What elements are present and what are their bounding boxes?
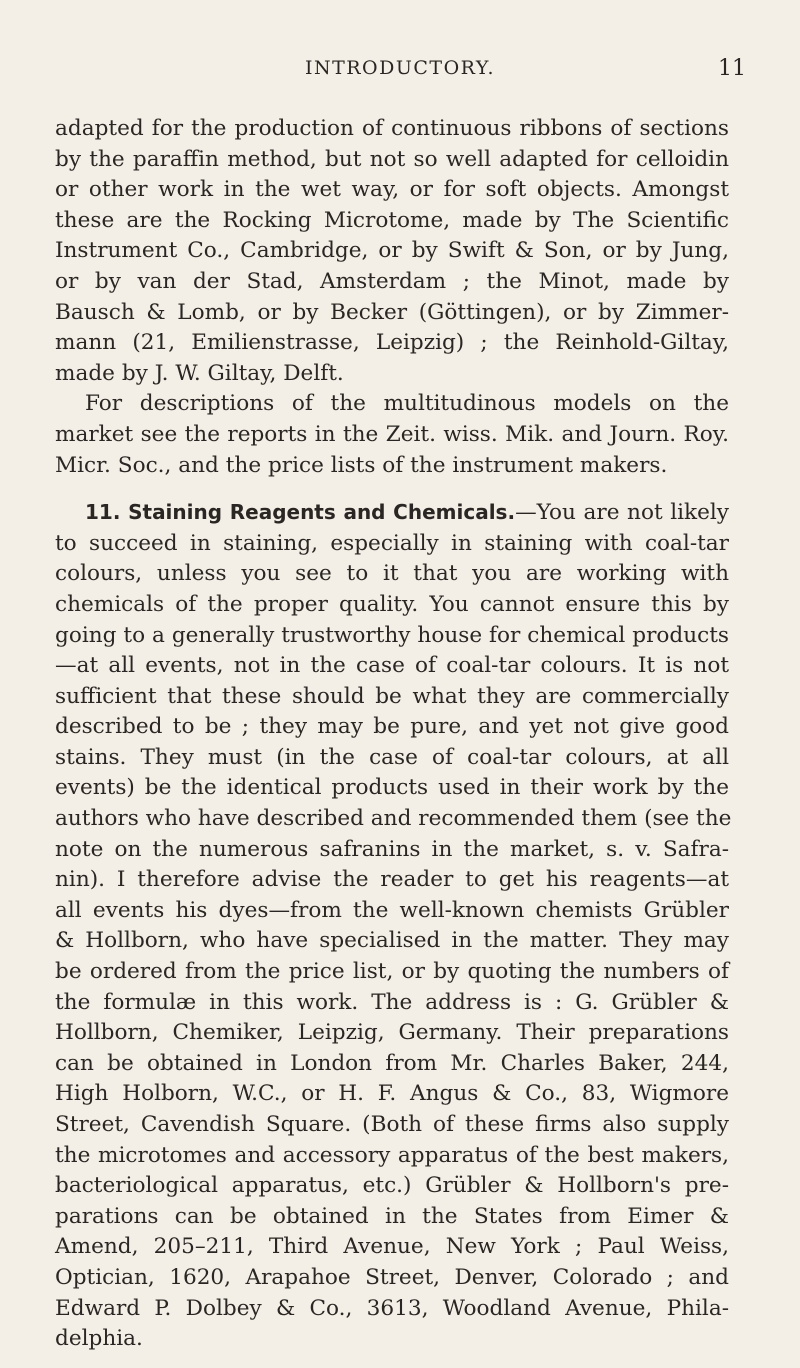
text-line: parations can be obtained in the States from Eimer & <box>55 1203 729 1229</box>
text-line: sufficient that these should be what they are commercially <box>55 683 729 709</box>
text-line: nin). I therefore advise the reader to get his reagents—at <box>55 867 729 893</box>
text-line: stains. They must (in the case of coal-tar colours, at all <box>55 744 729 770</box>
text-line: all events his dyes—from the well-known chemists Grübler <box>55 897 729 923</box>
text-line: Optician, 1620, Arapahoe Street, Denver, Colorado ; and <box>55 1264 729 1290</box>
text-line: High Holborn, W.C., or H. F. Angus & Co., 83, Wigmore <box>55 1081 729 1107</box>
text-line: Amend, 205–211, Third Avenue, New York ; Paul Weiss, <box>55 1234 729 1260</box>
text-line: made by J. W. Giltay, Delft. <box>55 360 344 386</box>
text-line: chemicals of the proper quality. You cannot ensure this by <box>55 591 729 617</box>
section-heading-line <box>55 497 729 529</box>
text-line: the formulæ in this work. The address is : G. Grübler & <box>55 989 729 1015</box>
text-line: to succeed in staining, especially in staining with coal-tar <box>55 530 729 556</box>
text-line: note on the numerous safranins in the market, s. v. Safra- <box>55 836 729 862</box>
text-line: Street, Cavendish Square. (Both of these firms also supply <box>55 1112 729 1137</box>
running-head: INTRODUCTORY. <box>304 57 496 79</box>
body-text <box>55 114 732 1355</box>
text-line: events) be the identical products used in their work by the <box>55 775 729 801</box>
text-line: Instrument Co., Cambridge, or by Swift & Son, or by Jung, <box>55 238 729 264</box>
text-line: Hollborn, Chemiker, Leipzig, Germany. Their preparations <box>55 1020 729 1046</box>
text-line: adapted for the production of continuous ribbons of sections <box>55 116 729 141</box>
text-line: these are the Rocking Microtome, made by The Scientific <box>55 207 729 233</box>
section-heading: 11. Staining Reagents and Chemicals. <box>85 500 516 525</box>
section-gap <box>55 481 729 497</box>
text-line: or by van der Stad, Amsterdam ; the Minot, made by <box>55 268 729 294</box>
text-line: described to be ; they may be pure, and yet not give good <box>55 714 729 740</box>
text-line: For descriptions of the multitudinous models on the <box>85 391 729 417</box>
text-line: by the paraffin method, but not so well adapted for celloidin <box>55 146 729 172</box>
text-line: be ordered from the price list, or by quoting the numbers of <box>55 959 729 985</box>
text-line: —at all events, not in the case of coal-tar colours. It is not <box>55 653 729 679</box>
text-line: bacteriological apparatus, etc.) Grübler & Hollborn's pre- <box>55 1173 729 1199</box>
text-line: or other work in the wet way, or for soft objects. Amongst <box>55 177 729 203</box>
page-number: 11 <box>718 56 746 81</box>
text-line: market see the reports in the Zeit. wiss. Mik. and Journ. Roy. <box>55 421 729 447</box>
text-line: going to a generally trustworthy house for chemical products <box>55 622 729 648</box>
text-line: mann (21, Emilienstrasse, Leipzig) ; the Reinhold-Giltay, <box>55 330 729 356</box>
text-line: the microtomes and accessory apparatus of the best makers, <box>55 1142 729 1168</box>
text-line: delphia. <box>55 1326 143 1352</box>
text-line: Bausch & Lomb, or by Becker (Göttingen), or by Zimmer- <box>55 299 729 325</box>
text-line: & Hollborn, who have specialised in the matter. They may <box>55 928 729 954</box>
text-line: can be obtained in London from Mr. Charles Baker, 244, <box>55 1050 729 1076</box>
text-fragment: —You are not likely <box>515 500 729 526</box>
text-line: colours, unless you see to it that you are working with <box>55 561 729 587</box>
text-line: Edward P. Dolbey & Co., 3613, Woodland Avenue, Phila- <box>55 1295 729 1321</box>
text-line: authors who have described and recommended them (see the <box>55 806 732 832</box>
text-line: Micr. Soc., and the price lists of the instrument makers. <box>55 452 668 478</box>
